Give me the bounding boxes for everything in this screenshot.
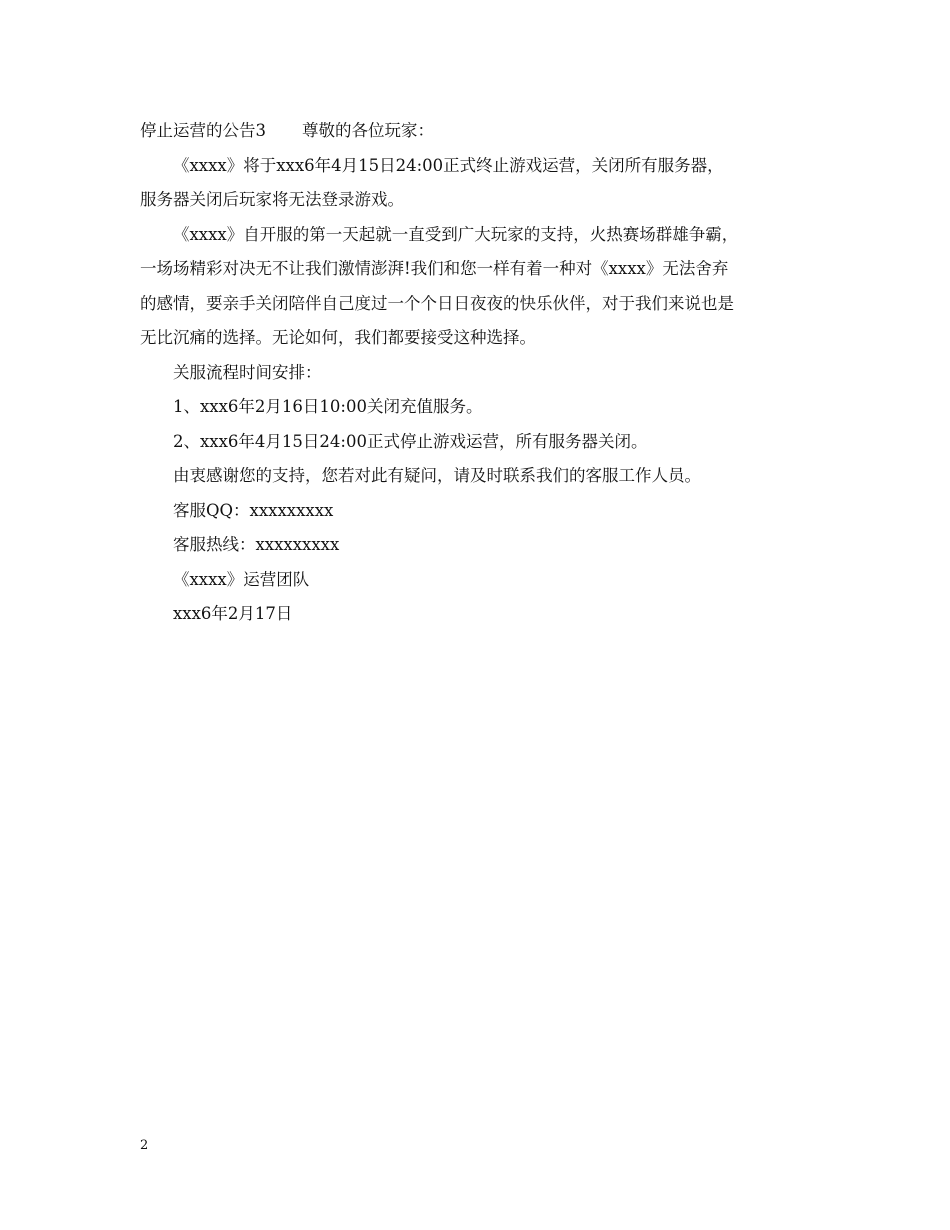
schedule-item-2: 2、xxx6年4月15日24:00正式停止游戏运营，所有服务器关闭。	[173, 431, 648, 451]
contact-hotline: 客服热线：xxxxxxxxx	[173, 535, 340, 554]
document-date: xxx6年2月17日	[173, 604, 293, 623]
paragraph-1-line-1: 《xxxx》将于xxx6年4月15日24:00正式终止游戏运营，关闭所有服务器，	[173, 155, 724, 175]
signature: 《xxxx》运营团队	[173, 569, 310, 589]
page-number: 2	[140, 1138, 149, 1153]
document-title: 停止运营的公告3	[140, 121, 266, 140]
salutation: 尊敬的各位玩家：	[302, 121, 434, 140]
paragraph-2-line-1: 《xxxx》自开服的第一天起就一直受到广大玩家的支持，火热赛场群雄争霸，	[173, 224, 739, 244]
contact-qq: 客服QQ：xxxxxxxxx	[173, 500, 334, 520]
paragraph-1-line-2: 服务器关闭后玩家将无法登录游戏。	[140, 190, 404, 209]
schedule-item-1: 1、xxx6年2月16日10:00关闭充值服务。	[173, 397, 483, 416]
paragraph-2-line-4: 无比沉痛的选择。无论如何，我们都要接受这种选择。	[140, 328, 536, 347]
title-line	[140, 114, 820, 149]
paragraph-2-line-3: 的感情，要亲手关闭陪伴自己度过一个个日日夜夜的快乐伙伴，对于我们来说也是	[140, 293, 734, 313]
schedule-heading: 关服流程时间安排：	[173, 362, 322, 382]
thanks-line: 由衷感谢您的支持，您若对此有疑问，请及时联系我们的客服工作人员。	[173, 466, 701, 485]
document-body	[140, 114, 820, 632]
paragraph-2-line-2: 一场场精彩对决无不让我们激情澎湃!我们和您一样有着一种对《xxxx》无法舍弃	[140, 259, 729, 278]
